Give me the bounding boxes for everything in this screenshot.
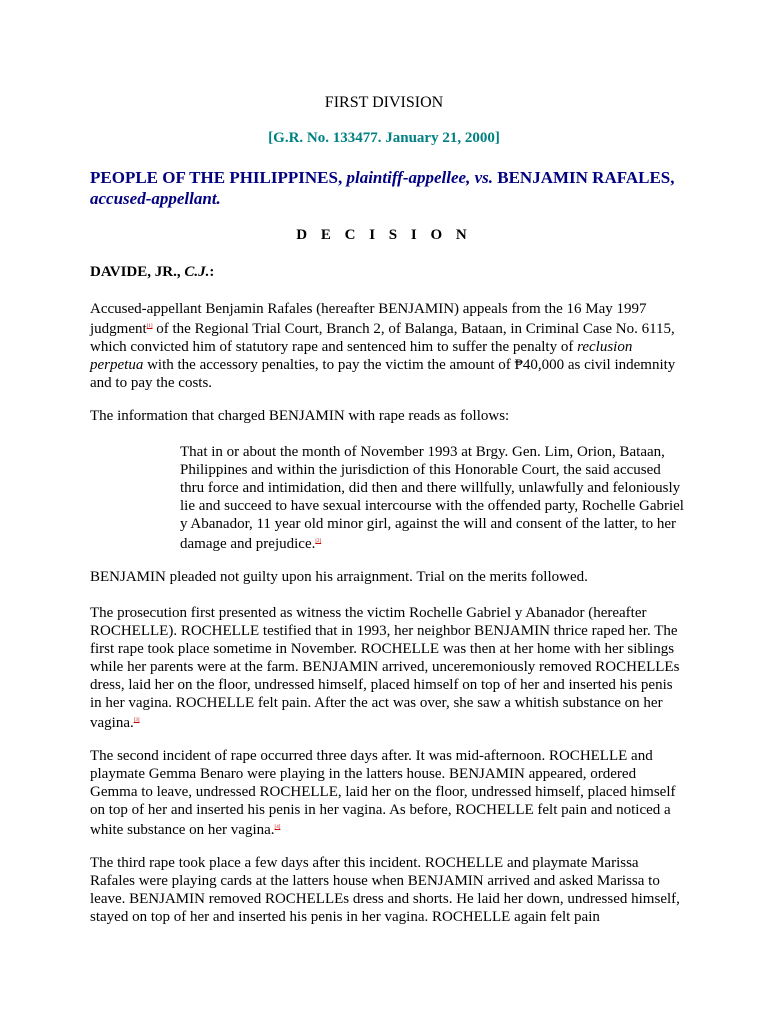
accused-role: accused-appellant. <box>90 189 221 208</box>
plaintiff-name: PEOPLE OF THE PHILIPPINES, <box>90 168 343 187</box>
paragraph-5-text: The second incident of rape occurred three days after. It was mid-afternoon. ROCHELLE and playmate Gemma Benaro were playing in the latters house. BENJAMIN appeared, ordered Gemma to leave, undressed ROCHELLE, laid her on the floor, undressed himself, placed himself on top of her and inserted his penis in her vagina. As before, ROCHELLE felt pain and noticed a white substance on her vagina. <box>90 748 676 838</box>
ponente-colon: : <box>209 264 215 280</box>
paragraph-1-text-a: Accused-appellant Benjamin Rafales (hereafter BENJAMIN) appeals from the 16 May 1997 judgment <box>90 301 647 337</box>
footnote-link-3[interactable]: [3] <box>133 718 140 723</box>
paragraph-1-text-c: with the accessory penalties, to pay the victim the amount of ₱40,000 as civil indemnity and to pay the costs. <box>90 357 676 391</box>
quote-text: That in or about the month of November 1993 at Brgy. Gen. Lim, Orion, Bataan, Philippines and within the jurisdiction of this Honorable Court, the said accused thru force and intimidation, did then and there willfully, unlawfully and feloniously lie and succeed to have sexual intercourse with the offended party, Rochelle Gabriel y Abanador, 11 year old minor girl, against the will and consent of the latter, to her damage and prejudice. <box>180 444 684 552</box>
decision-title: D E C I S I O N <box>296 227 472 243</box>
ponente-name: DAVIDE, JR., <box>90 264 181 280</box>
footnote-link-1[interactable]: [1] <box>146 324 153 329</box>
ponente-title: C.J. <box>184 264 210 280</box>
division-heading: FIRST DIVISION <box>324 94 444 111</box>
paragraph-6: The third rape took place a few days after this incident. ROCHELLE and playmate Marissa Rafales were playing cards at the latters house when BENJAMIN arrived and asked Marissa to leave. BENJAMIN removed ROCHELLEs dress and shorts. He laid her down, undressed himself, stayed on top of her and inserted his penis in her vagina. ROCHELLE again felt pain <box>90 855 680 925</box>
information-quote <box>180 443 685 553</box>
paragraph-1-text-b: of the Regional Trial Court, Branch 2, of Balanga, Bataan, in Criminal Case No. 6115, which convicted him of statutory rape and sentenced him to suffer the penalty of <box>90 321 675 355</box>
paragraph-4 <box>90 604 685 732</box>
paragraph-5 <box>90 747 685 839</box>
paragraph-2: The information that charged BENJAMIN with rape reads as follows: <box>90 408 510 424</box>
case-number: [G.R. No. 133477. January 21, 2000] <box>268 130 500 146</box>
versus: vs. <box>474 168 493 187</box>
plaintiff-role: plaintiff-appellee, <box>346 168 471 187</box>
paragraph-1 <box>90 300 685 392</box>
case-title <box>90 167 690 209</box>
paragraph-4-text: The prosecution first presented as witness the victim Rochelle Gabriel y Abanador (hereafter ROCHELLE). ROCHELLE testified that in 1993, her neighbor BENJAMIN thrice raped her. The first rape took place sometime in November. ROCHELLE was then at her home with her siblings while her parents were at the farm. BENJAMIN arrived, unceremoniously removed ROCHELLEs dress, laid her on the floor, undressed himself, placed himself on top of her and inserted his penis in her vagina. ROCHELLE felt pain. After the act was over, she saw a whitish substance on her vagina. <box>90 605 680 731</box>
ponente <box>90 264 214 281</box>
footnote-link-4[interactable]: [4] <box>274 825 281 830</box>
footnote-link-2[interactable]: [2] <box>315 539 322 544</box>
accused-name: BENJAMIN RAFALES, <box>497 168 675 187</box>
paragraph-3: BENJAMIN pleaded not guilty upon his arraignment. Trial on the merits followed. <box>90 569 588 585</box>
paragraph-1-italic: reclusion perpetua <box>90 339 633 373</box>
